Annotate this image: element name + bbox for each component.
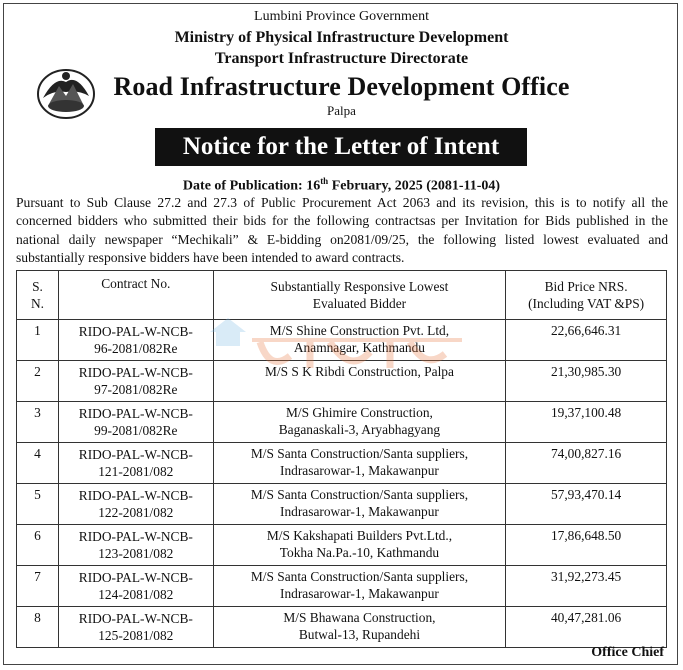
row-bidder: M/S Kakshapati Builders Pvt.Ltd., Tokha Na.Pa.-10, Kathmandu: [213, 525, 506, 566]
table-row: [17, 484, 667, 525]
header-price: Bid Price NRS. (Including VAT &PS): [506, 271, 667, 320]
table-row: [17, 320, 667, 361]
row-sn: 2: [17, 361, 59, 402]
row-bidder: M/S Santa Construction/Santa suppliers, Indrasarowar-1, Makawanpur: [213, 484, 506, 525]
row-sn: 6: [17, 525, 59, 566]
row-contract-no: RIDO-PAL-W-NCB- 96-2081/082Re: [58, 320, 213, 361]
row-sn: 1: [17, 320, 59, 361]
row-bidder: M/S Santa Construction/Santa suppliers, Indrasarowar-1, Makawanpur: [213, 566, 506, 607]
header-bidder: Substantially Responsive Lowest Evaluated Bidder: [213, 271, 506, 320]
row-bid-price: 74,00,827.16: [506, 443, 667, 484]
signature-office-chief: Office Chief: [591, 645, 664, 660]
row-bid-price: 31,92,273.45: [506, 566, 667, 607]
row-bid-price: 21,30,985.30: [506, 361, 667, 402]
row-contract-no: RIDO-PAL-W-NCB- 125-2081/082: [58, 607, 213, 648]
row-bid-price: 40,47,281.06: [506, 607, 667, 648]
bidders-table: [16, 270, 667, 648]
header-contract: Contract No.: [58, 271, 213, 320]
directorate-name: Transport Infrastructure Directorate: [214, 50, 469, 67]
row-bid-price: 22,66,646.31: [506, 320, 667, 361]
province-name: Lumbini Province Government: [254, 9, 429, 24]
row-bidder: M/S Santa Construction/Santa suppliers, Indrasarowar-1, Makawanpur: [213, 443, 506, 484]
row-sn: 4: [17, 443, 59, 484]
row-bidder: M/S Ghimire Construction, Baganaskali-3, Aryabhagyang: [213, 402, 506, 443]
row-contract-no: RIDO-PAL-W-NCB- 124-2081/082: [58, 566, 213, 607]
row-bidder: M/S Bhawana Construction, Butwal-13, Rupandehi: [213, 607, 506, 648]
row-bidder: M/S Shine Construction Pvt. Ltd, Anamnagar, Kathmandu: [213, 320, 506, 361]
row-contract-no: RIDO-PAL-W-NCB- 99-2081/082Re: [58, 402, 213, 443]
row-contract-no: RIDO-PAL-W-NCB- 123-2081/082: [58, 525, 213, 566]
ministry-name: Ministry of Physical Infrastructure Development: [174, 29, 509, 46]
row-contract-no: RIDO-PAL-W-NCB- 122-2081/082: [58, 484, 213, 525]
row-sn: 5: [17, 484, 59, 525]
table-row: [17, 607, 667, 648]
table-row: [17, 402, 667, 443]
row-bid-price: 57,93,470.14: [506, 484, 667, 525]
office-name: Road Infrastructure Development Office: [113, 72, 570, 101]
row-bid-price: 17,86,648.50: [506, 525, 667, 566]
publication-date: Date of Publication: 16th February, 2025 (2081-11-04): [182, 176, 501, 194]
row-sn: 8: [17, 607, 59, 648]
office-location: Palpa: [327, 103, 356, 118]
row-sn: 7: [17, 566, 59, 607]
row-bidder: M/S S K Ribdi Construction, Palpa: [213, 361, 506, 402]
table-row: [17, 443, 667, 484]
row-contract-no: RIDO-PAL-W-NCB- 121-2081/082: [58, 443, 213, 484]
row-sn: 3: [17, 402, 59, 443]
header-sn: S. N.: [17, 271, 59, 320]
table-header-row: [17, 271, 667, 320]
row-contract-no: RIDO-PAL-W-NCB- 97-2081/082Re: [58, 361, 213, 402]
row-bid-price: 19,37,100.48: [506, 402, 667, 443]
table-row: [17, 525, 667, 566]
table-row: [17, 566, 667, 607]
notice-body: Pursuant to Sub Clause 27.2 and 27.3 of Public Procurement Act 2063 and its revision, this is to notify all the concerned bidders who submitted their bids for the following contractsas per Invitation for Bids published in the national daily newspaper “Mechikali” & E-bidding on2081/09/25, the following listed lowest evaluated and substantially responsive bidders have been intended to award contracts.: [16, 195, 668, 265]
notice-title: Notice for the Letter of Intent: [155, 128, 527, 166]
table-row: [17, 361, 667, 402]
